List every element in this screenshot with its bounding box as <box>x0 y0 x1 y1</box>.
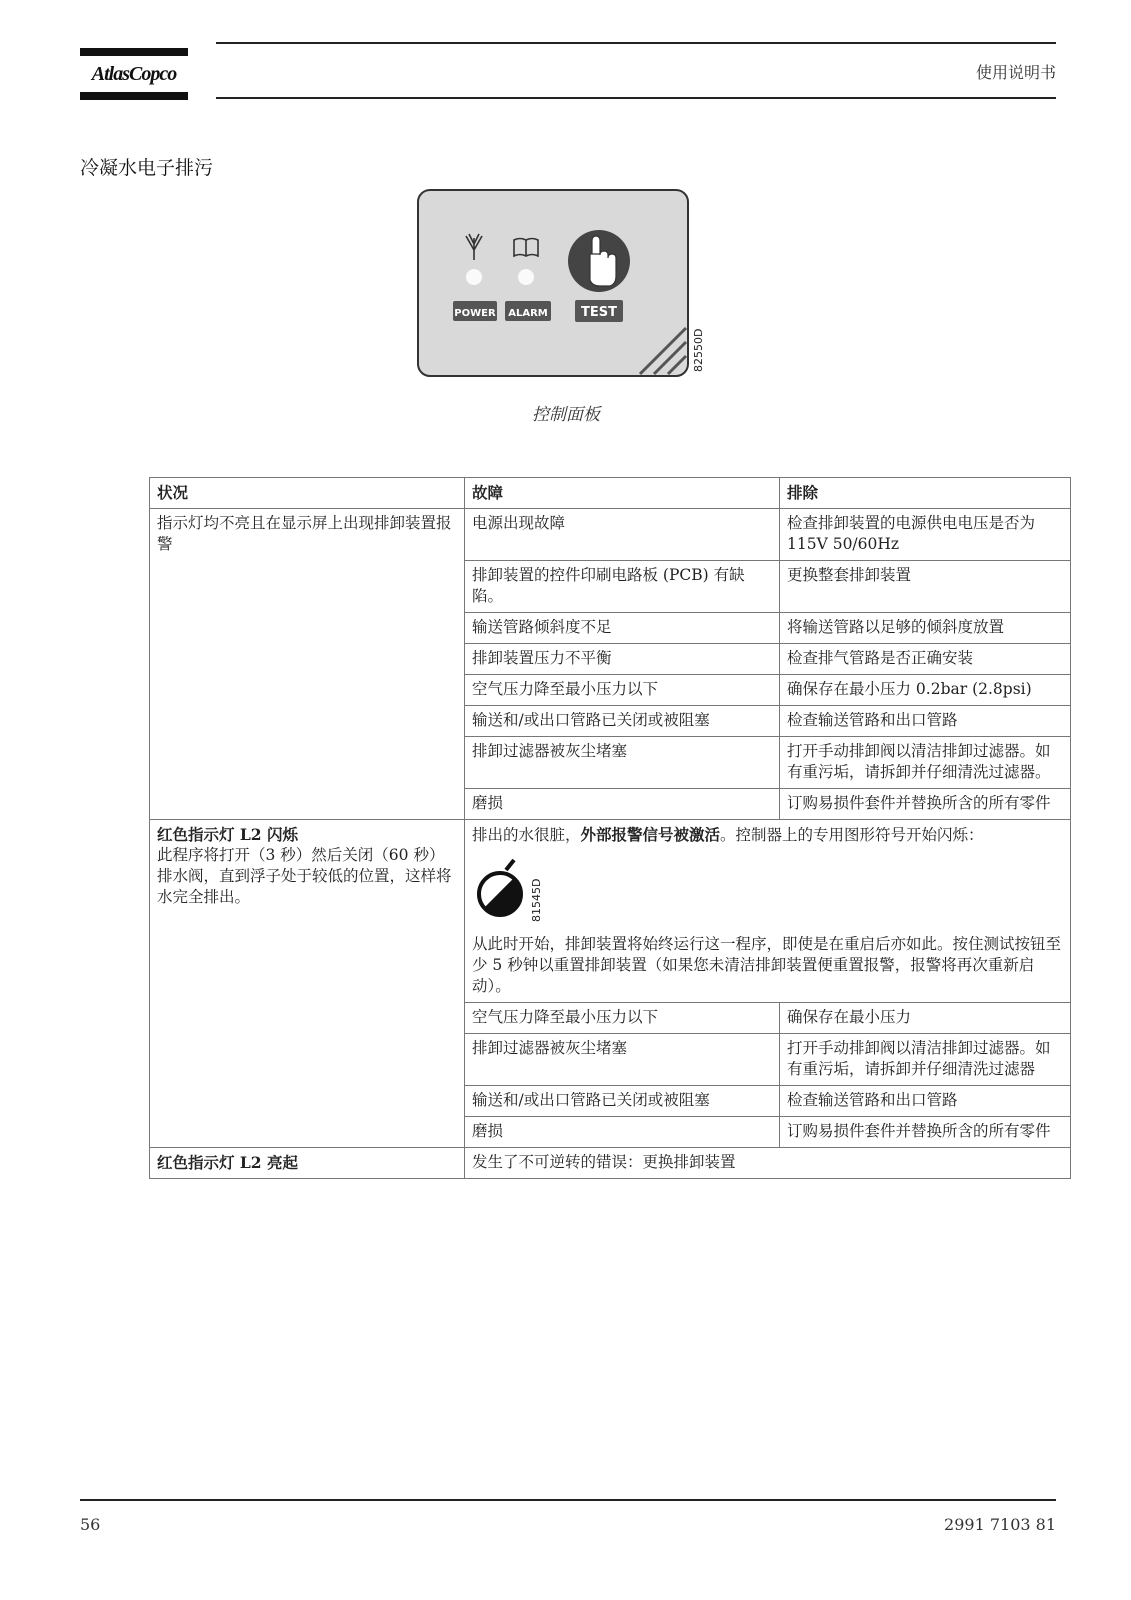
footer-rule <box>80 1499 1056 1501</box>
alarm-led <box>518 269 534 285</box>
figure-caption: 控制面板 <box>532 405 600 425</box>
remedy-cell: 确保存在最小压力 <box>780 1003 1071 1034</box>
alarm-label: ALARM <box>508 308 548 319</box>
symbol-code: 81545D <box>530 878 543 922</box>
atlas-copco-logo <box>80 48 188 100</box>
control-panel-figure <box>416 188 712 388</box>
header-remedy: 排除 <box>780 478 1071 509</box>
remedy-cell: 检查排卸装置的电源供电电压是否为 115V 50/60Hz <box>780 509 1071 561</box>
condition-cell: 指示灯均不亮且在显示屏上出现排卸装置报警 <box>150 509 465 820</box>
panel-body <box>418 190 688 376</box>
document-number: 2991 7103 81 <box>944 1515 1056 1534</box>
remedy-cell: 确保存在最小压力 0.2bar (2.8psi) <box>780 675 1071 706</box>
test-label: TEST <box>581 305 617 320</box>
page-number: 56 <box>80 1515 101 1534</box>
symbol-row <box>474 856 1063 926</box>
remedy-cell: 将输送管路以足够的倾斜度放置 <box>780 613 1071 644</box>
note-cell <box>465 820 1071 1003</box>
manual-title: 使用说明书 <box>975 63 1056 82</box>
remedy-cell: 打开手动排卸阀以清洁排卸过滤器。如有重污垢，请拆卸并仔细清洗过滤器 <box>780 1034 1071 1086</box>
figure-code: 82550D <box>692 328 705 372</box>
remedy-cell: 检查排气管路是否正确安装 <box>780 644 1071 675</box>
remedy-cell: 更换整套排卸装置 <box>780 561 1071 613</box>
logo-top-bar <box>80 48 188 56</box>
table-row <box>150 1148 1071 1179</box>
remedy-cell: 订购易损件套件并替换所含的所有零件 <box>780 789 1071 820</box>
remedy-cell: 检查输送管路和出口管路 <box>780 706 1071 737</box>
fault-cell: 排卸装置的控件印刷电路板 (PCB) 有缺陷。 <box>465 561 780 613</box>
fault-cell: 输送和/或出口管路已关闭或被阻塞 <box>465 706 780 737</box>
fault-cell: 发生了不可逆转的错误：更换排卸装置 <box>465 1148 1071 1179</box>
header-rule-top <box>216 42 1056 44</box>
fault-cell: 磨损 <box>465 1117 780 1148</box>
remedy-cell: 打开手动排卸阀以清洁排卸过滤器。如有重污垢，请拆卸并仔细清洗过滤器。 <box>780 737 1071 789</box>
fault-cell: 磨损 <box>465 789 780 820</box>
fault-cell: 空气压力降至最小压力以下 <box>465 1003 780 1034</box>
fault-cell: 排卸过滤器被灰尘堵塞 <box>465 1034 780 1086</box>
fault-cell: 空气压力降至最小压力以下 <box>465 675 780 706</box>
table-header-row <box>150 478 1071 509</box>
fault-cell: 排卸装置压力不平衡 <box>465 644 780 675</box>
table-row <box>150 820 1071 1003</box>
logo-wordmark: AtlasCopco <box>91 63 177 85</box>
remedy-cell: 订购易损件套件并替换所含的所有零件 <box>780 1117 1071 1148</box>
table-row <box>150 509 1071 561</box>
condition-cell: 红色指示灯 L2 亮起 <box>150 1148 465 1179</box>
condition-text: 此程序将打开（3 秒）然后关闭（60 秒）排水阀，直到浮子处于较低的位置，这样将水完全排出。 <box>157 846 452 906</box>
condition-title: 红色指示灯 L2 闪烁 <box>157 825 298 844</box>
power-led <box>466 269 482 285</box>
power-label: POWER <box>454 308 496 319</box>
fault-cell: 输送管路倾斜度不足 <box>465 613 780 644</box>
section-title: 冷凝水电子排污 <box>80 157 214 179</box>
condition-cell <box>150 820 465 1148</box>
alarm-note: 排出的水很脏，外部报警信号被激活。控制器上的专用图形符号开始闪烁： <box>472 825 984 844</box>
fault-cell: 输送和/或出口管路已关闭或被阻塞 <box>465 1086 780 1117</box>
troubleshooting-table <box>149 477 1071 1179</box>
remedy-cell: 检查输送管路和出口管路 <box>780 1086 1071 1117</box>
fault-cell: 排卸过滤器被灰尘堵塞 <box>465 737 780 789</box>
header-fault: 故障 <box>465 478 780 509</box>
reset-note: 从此时开始，排卸装置将始终运行这一程序，即使是在重启后亦如此。按住测试按钮至少 5 秒钟以重置排卸装置（如果您未清洁排卸装置便重置报警，报警将再次重新启动）。 <box>472 935 1062 995</box>
dirty-water-symbol-icon <box>474 856 554 926</box>
header-condition: 状况 <box>150 478 465 509</box>
fault-cell: 电源出现故障 <box>465 509 780 561</box>
header-rule-bottom <box>216 97 1056 99</box>
logo-bottom-bar <box>80 92 188 100</box>
